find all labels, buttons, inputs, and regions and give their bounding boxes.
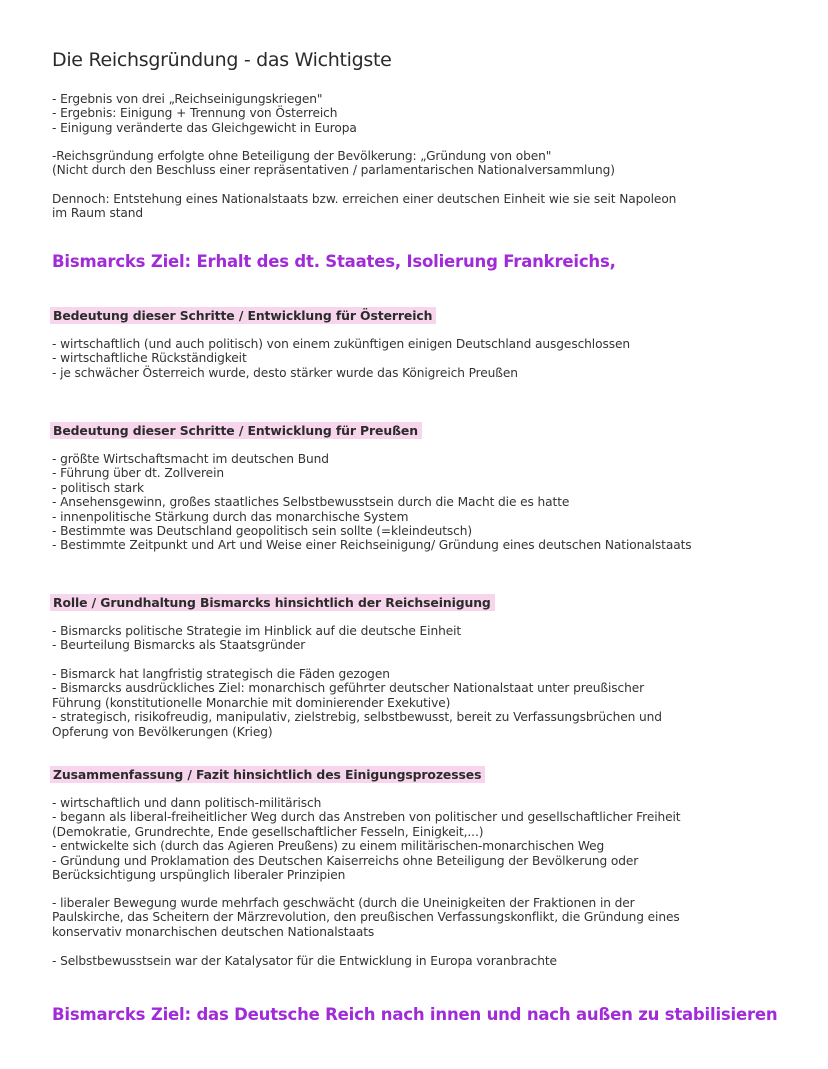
page-title: Die Reichsgründung - das Wichtigste xyxy=(52,49,392,71)
list-item: - wirtschaftlich (und auch politisch) von einem zukünftigen einigen Deutschland ausgeschlossen xyxy=(52,337,630,351)
text-line: im Raum stand xyxy=(52,206,144,221)
text-line: Opferung von Bevölkerungen (Krieg) xyxy=(52,724,273,739)
list-item: - politisch stark xyxy=(52,480,145,495)
list-item: - Führung über dt. Zollverein xyxy=(52,466,224,481)
goal-heading-1: Bismarcks Ziel: Erhalt des dt. Staates, Isolierung Frankreichs, xyxy=(52,252,616,271)
list-item: - Bestimmte Zeitpunkt und Art und Weise einer Reichseinigung/ Gründung eines deutschen Nationalstaats xyxy=(52,538,692,553)
list-item: - liberaler Bewegung wurde mehrfach geschwächt (durch die Uneinigkeiten der Fraktionen in der xyxy=(52,896,635,910)
list-item: - je schwächer Österreich wurde, desto stärker wurde das Königreich Preußen xyxy=(52,365,518,380)
list-item: - Gründung und Proklamation des Deutschen Kaiserreichs ohne Beteiligung der Bevölkerung oder xyxy=(52,853,639,868)
intro-results-list xyxy=(52,92,357,135)
text-line: Paulskirche, das Scheitern der Märzrevolution, den preußischen Verfassungskonflikt, die Gründung eines xyxy=(52,910,680,925)
summary-list-b xyxy=(52,896,680,939)
section-heading-prussia: Bedeutung dieser Schritte / Entwicklung für Preußen xyxy=(50,422,422,439)
list-item: - wirtschaftlich und dann politisch-militärisch xyxy=(52,796,322,810)
list-item: - entwickelte sich (durch das Agieren Preußens) zu einem militärischen-monarchischen Weg xyxy=(52,839,605,854)
text-line: Führung (konstitutionelle Monarchie mit dominierender Exekutive) xyxy=(52,695,451,710)
list-item: - strategisch, risikofreudig, manipulativ, zielstrebig, selbstbewusst, bereit zu Verfassungsbrüchen und xyxy=(52,710,662,725)
list-item: - Ansehensgewinn, großes staatliches Selbstbewusstsein durch die Macht die es hatte xyxy=(52,495,570,510)
summary-list-a xyxy=(52,796,681,882)
list-item: - begann als liberal-freiheitlicher Weg durch das Anstreben von politischer und gesellschaftlicher Freiheit xyxy=(52,810,681,825)
text-line: Dennoch: Entstehung eines Nationalstaats bzw. erreichen einer deutschen Einheit wie sie seit Napoleon xyxy=(52,192,677,206)
text-line: Berücksichtigung urspünglich liberaler Prinzipien xyxy=(52,868,346,883)
section-heading-bismarck: Rolle / Grundhaltung Bismarcks hinsichtlich der Reichseinigung xyxy=(50,594,495,611)
text-line: -Reichsgründung erfolgte ohne Beteiligung der Bevölkerung: „Gründung von oben" xyxy=(52,149,552,163)
list-item: - Bismarck hat langfristig strategisch die Fäden gezogen xyxy=(52,667,390,681)
list-item: - Selbstbewusstsein war der Katalysator für die Entwicklung in Europa voranbrachte xyxy=(52,954,557,968)
intro-nevertheless-paragraph xyxy=(52,192,676,221)
text-line: (Demokratie, Grundrechte, Ende gesellschaftlicher Fesseln, Einigkeit,...) xyxy=(52,824,484,839)
list-item: - Ergebnis: Einigung + Trennung von Österreich xyxy=(52,106,338,121)
list-item: - Bestimmte was Deutschland geopolitisch sein sollte (=kleindeutsch) xyxy=(52,524,473,539)
list-item: - Bismarcks ausdrückliches Ziel: monarchisch geführter deutscher Nationalstaat unter preußischer xyxy=(52,681,645,696)
bismarck-list-a xyxy=(52,624,461,653)
bismarck-list-b xyxy=(52,667,662,739)
text-line: (Nicht durch den Beschluss einer repräsentativen / parlamentarischen Nationalversammlung) xyxy=(52,163,615,178)
list-item: - Bismarcks politische Strategie im Hinblick auf die deutsche Einheit xyxy=(52,624,462,638)
text-line: konservativ monarchischen deutschen Nationalstaats xyxy=(52,924,375,939)
list-item: - größte Wirtschaftsmacht im deutschen Bund xyxy=(52,452,329,466)
summary-list-c xyxy=(52,954,557,968)
intro-founding-paragraph xyxy=(52,149,615,178)
list-item: - innenpolitische Stärkung durch das monarchische System xyxy=(52,509,409,524)
austria-list xyxy=(52,337,630,380)
list-item: - Beurteilung Bismarcks als Staatsgründer xyxy=(52,638,306,653)
section-heading-summary: Zusammenfassung / Fazit hinsichtlich des Einigungsprozesses xyxy=(50,766,485,783)
list-item: - wirtschaftliche Rückständigkeit xyxy=(52,351,247,366)
list-item: - Ergebnis von drei „Reichseinigungskriegen" xyxy=(52,92,323,106)
list-item: - Einigung veränderte das Gleichgewicht in Europa xyxy=(52,120,357,135)
goal-heading-2: Bismarcks Ziel: das Deutsche Reich nach innen und nach außen zu stabilisieren xyxy=(52,1005,778,1024)
prussia-list xyxy=(52,452,692,553)
section-heading-austria: Bedeutung dieser Schritte / Entwicklung für Österreich xyxy=(50,307,436,324)
